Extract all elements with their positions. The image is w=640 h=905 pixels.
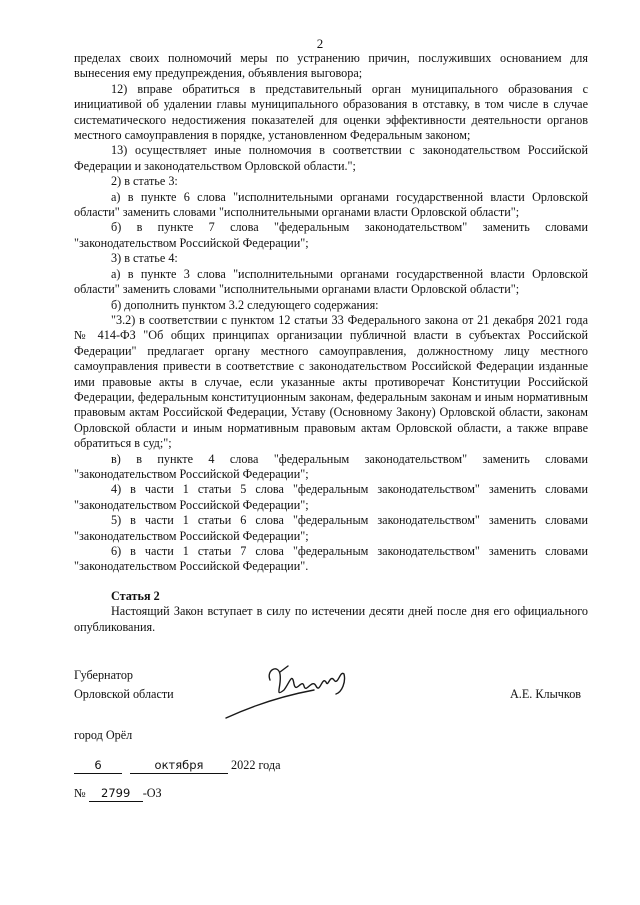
paragraph: 5) в части 1 статьи 6 слова "федеральным законодательством" заменить словами "законодательством Российской Федерации"; <box>74 513 588 543</box>
paragraph: пределах своих полномочий меры по устранению причин, послуживших основанием для вынесения ему предупреждения, объявления выговора; <box>74 51 588 81</box>
signatory-name: А.Е. Клычков <box>510 687 582 701</box>
paragraph: 4) в части 1 статьи 5 слова "федеральным законодательством" заменить словами "законодательством Российской Федерации"; <box>74 482 588 512</box>
paragraph: б) в пункте 7 слова "федеральным законодательством" заменить словами "законодательством Российской Федерации"; <box>74 220 588 250</box>
article-2-title: Статья 2 <box>111 588 160 603</box>
page-number: 2 <box>316 36 324 51</box>
paragraph: в) в пункте 4 слова "федеральным законодательством" заменить словами "законодательством Российской Федерации"; <box>74 451 588 481</box>
date-year: 2022 года <box>231 758 281 772</box>
signatory-position-line2: Орловской области <box>74 687 174 701</box>
city: город Орёл <box>74 728 133 742</box>
paragraph: 3) в статье 4: <box>111 251 178 266</box>
paragraph: 6) в части 1 статьи 7 слова "федеральным законодательством" заменить словами "законодательством Российской Федерации". <box>74 544 588 574</box>
document-body <box>74 51 588 635</box>
law-number-line <box>74 786 162 802</box>
paragraph-list <box>74 51 588 575</box>
article-2-text: Настоящий Закон вступает в силу по истечении десяти дней после дня его официального опубликования. <box>74 604 588 634</box>
date-line <box>74 758 281 774</box>
number-suffix: -ОЗ <box>142 786 162 800</box>
paragraph: а) в пункте 3 слова "исполнительными органами государственной власти Орловской области" заменить словами "исполнительными органами власти Орловской области"; <box>74 266 588 297</box>
paragraph: 2) в статье 3: <box>111 174 178 189</box>
paragraph: 12) вправе обратиться в представительный орган муниципального образования с инициативой об удалении главы муниципального образования в отставку, в том числе в случае систематического недостижения показателей для оценки эффективности деятельности органов местного самоуправления в порядке, установленном Федеральным законом; <box>74 81 588 143</box>
signatory-position-line1: Губернатор <box>74 668 134 682</box>
number-prefix: № <box>74 786 86 800</box>
handwritten-signature <box>222 660 362 730</box>
date-day: 6 <box>94 758 102 772</box>
date-month: октября <box>154 758 204 772</box>
paragraph: "3.2) в соответствии с пунктом 12 статьи 33 Федерального закона от 21 декабря 2021 года № 414-ФЗ "Об общих принципах организации публичной власти в субъектах Российской Федерации" предлагает органу местного самоуправления, должностному лицу местного самоуправления привести в соответствие с законодательством Российской Федерации изданные ими правовые акты в случае, если указанные акты противоречат Конституции Российской Федерации, федеральным конституционным законам, федеральным законам и иным нормативным правовым актам Российской Федерации, Уставу (Основному Закону) Орловской области, законам Орловской области и иным нормативным правовым актам Орловской области, а также вправе обратиться в суд;"; <box>74 312 588 451</box>
paragraph: б) дополнить пунктом 3.2 следующего содержания: <box>111 297 379 312</box>
law-number: 2799 <box>101 786 131 800</box>
paragraph: 13) осуществляет иные полномочия в соответствии с законодательством Российской Федерации и законодательством Орловской области."; <box>74 143 588 173</box>
paragraph: а) в пункте 6 слова "исполнительными органами государственной власти Орловской области" заменить словами "исполнительными органами власти Орловской области"; <box>74 189 588 220</box>
